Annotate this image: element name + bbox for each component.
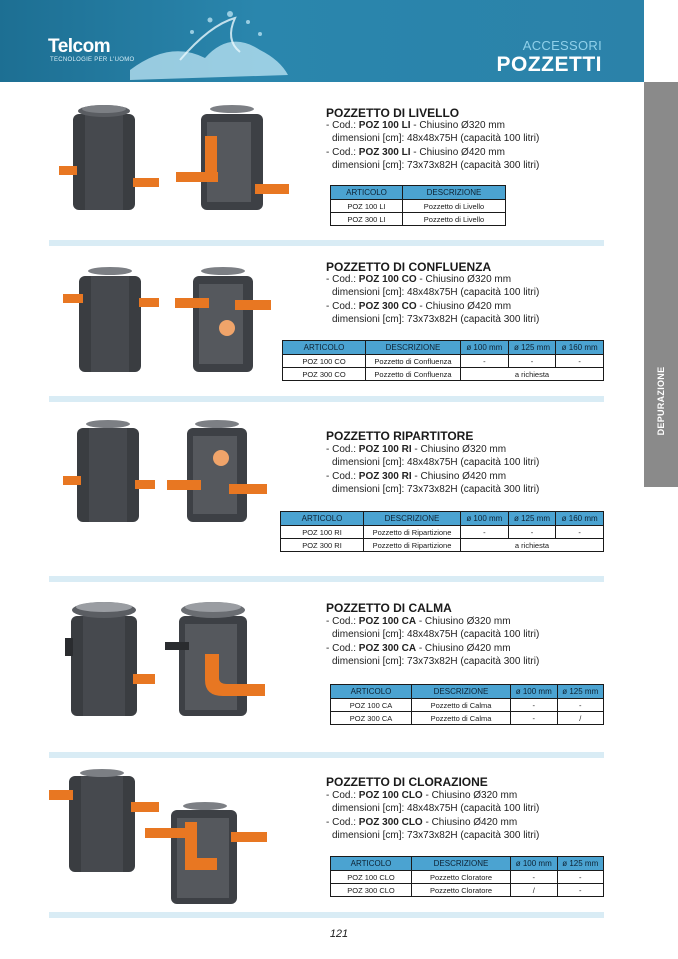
table-row: POZ 100 RI Pozzetto di Ripartizione - - - [281,526,604,539]
product-title: POZZETTO RIPARTITORE [326,429,474,443]
page-number: 121 [329,928,349,940]
section-divider [49,576,604,582]
section-divider [49,752,604,758]
table-row: POZ 100 CA Pozzetto di Calma - - [331,699,604,712]
table-row: POZ 300 CLO Pozzetto Cloratore / - [331,884,604,897]
table-header: ø 125 mm [508,512,556,526]
table-header: ø 100 mm [511,685,558,699]
product-title: POZZETTO DI LIVELLO [326,106,460,120]
calma-product-image [55,598,295,722]
table-row: POZ 100 CLO Pozzetto Cloratore - - [331,871,604,884]
section-divider [49,912,604,918]
product-table [330,684,604,725]
product-description: - Cod.: POZ 100 CA - Chiusino Ø320 mm dimensioni [cm]: 48x48x75H (capacità 100 litri) - Cod.: POZ 300 CA - Chiusino Ø420 mm dimensioni [cm]: 73x73x82H (capacità 300 litri) [326,616,540,667]
product-table [280,511,604,552]
product-title: POZZETTO DI CLORAZIONE [326,775,488,789]
product-description: - Cod.: POZ 100 CO - Chiusino Ø320 mm dimensioni [cm]: 48x48x75H (capacità 100 litri) - Cod.: POZ 300 CO - Chiusino Ø420 mm dimensioni [cm]: 73x73x82H (capacità 300 litri) [326,274,540,325]
table-header: ARTICOLO [281,512,364,526]
table-header: ø 160 mm [556,512,604,526]
product-description: - Cod.: POZ 100 CLO - Chiusino Ø320 mm dimensioni [cm]: 48x48x75H (capacità 100 litri) - Cod.: POZ 300 CLO - Chiusino Ø420 mm dimensioni [cm]: 73x73x82H (capacità 300 litri) [326,790,540,841]
clorazione-product-image [45,766,295,906]
table-header: ø 125 mm [508,341,556,355]
product-title: POZZETTO DI CALMA [326,601,452,615]
header-category: ACCESSORI [522,38,602,53]
table-header: ø 100 mm [511,857,558,871]
product-table [282,340,604,381]
ripartitore-product-image [55,416,295,528]
table-row: POZ 300 CA Pozzetto di Calma - / [331,712,604,725]
table-header: ø 160 mm [556,341,604,355]
table-header: ARTICOLO [331,857,412,871]
table-header: ø 100 mm [461,341,509,355]
table-row: POZ 100 LI Pozzetto di Livello [331,200,506,213]
product-title: POZZETTO DI CONFLUENZA [326,260,492,274]
table-row: POZ 300 CO Pozzetto di Confluenza a richiesta [283,368,604,381]
confluenza-product-image [55,262,295,386]
livello-product-image [55,100,295,220]
telcom-logo: Telcom [48,36,111,57]
side-tab-label: DEPURAZIONE [656,366,666,436]
section-divider [49,396,604,402]
table-header: ARTICOLO [283,341,366,355]
table-header: ø 100 mm [461,512,509,526]
page-header [0,0,644,82]
table-header: DESCRIZIONE [402,186,505,200]
product-table [330,856,604,897]
table-header: DESCRIZIONE [412,857,511,871]
table-header: ø 125 mm [557,685,604,699]
logo-tagline: TECNOLOGIE PER L'UOMO [50,57,135,63]
table-header: DESCRIZIONE [366,341,461,355]
table-row: POZ 300 RI Pozzetto di Ripartizione a richiesta [281,539,604,552]
table-header: ø 125 mm [557,857,604,871]
header-title: POZZETTI [496,53,602,76]
table-row: POZ 100 CO Pozzetto di Confluenza - - - [283,355,604,368]
product-description: - Cod.: POZ 100 LI - Chiusino Ø320 mm dimensioni [cm]: 48x48x75H (capacità 100 litri) - Cod.: POZ 300 LI - Chiusino Ø420 mm dimensioni [cm]: 73x73x82H (capacità 300 litri) [326,120,540,171]
table-header: DESCRIZIONE [412,685,511,699]
product-description: - Cod.: POZ 100 RI - Chiusino Ø320 mm dimensioni [cm]: 48x48x75H (capacità 100 litri) - Cod.: POZ 300 RI - Chiusino Ø420 mm dimensioni [cm]: 73x73x82H (capacità 300 litri) [326,444,540,495]
water-splash-image [110,0,290,82]
table-header: ARTICOLO [331,186,403,200]
table-header: ARTICOLO [331,685,412,699]
section-divider [49,240,604,246]
product-table [330,185,506,226]
table-row: POZ 300 LI Pozzetto di Livello [331,213,506,226]
table-header: DESCRIZIONE [364,512,461,526]
